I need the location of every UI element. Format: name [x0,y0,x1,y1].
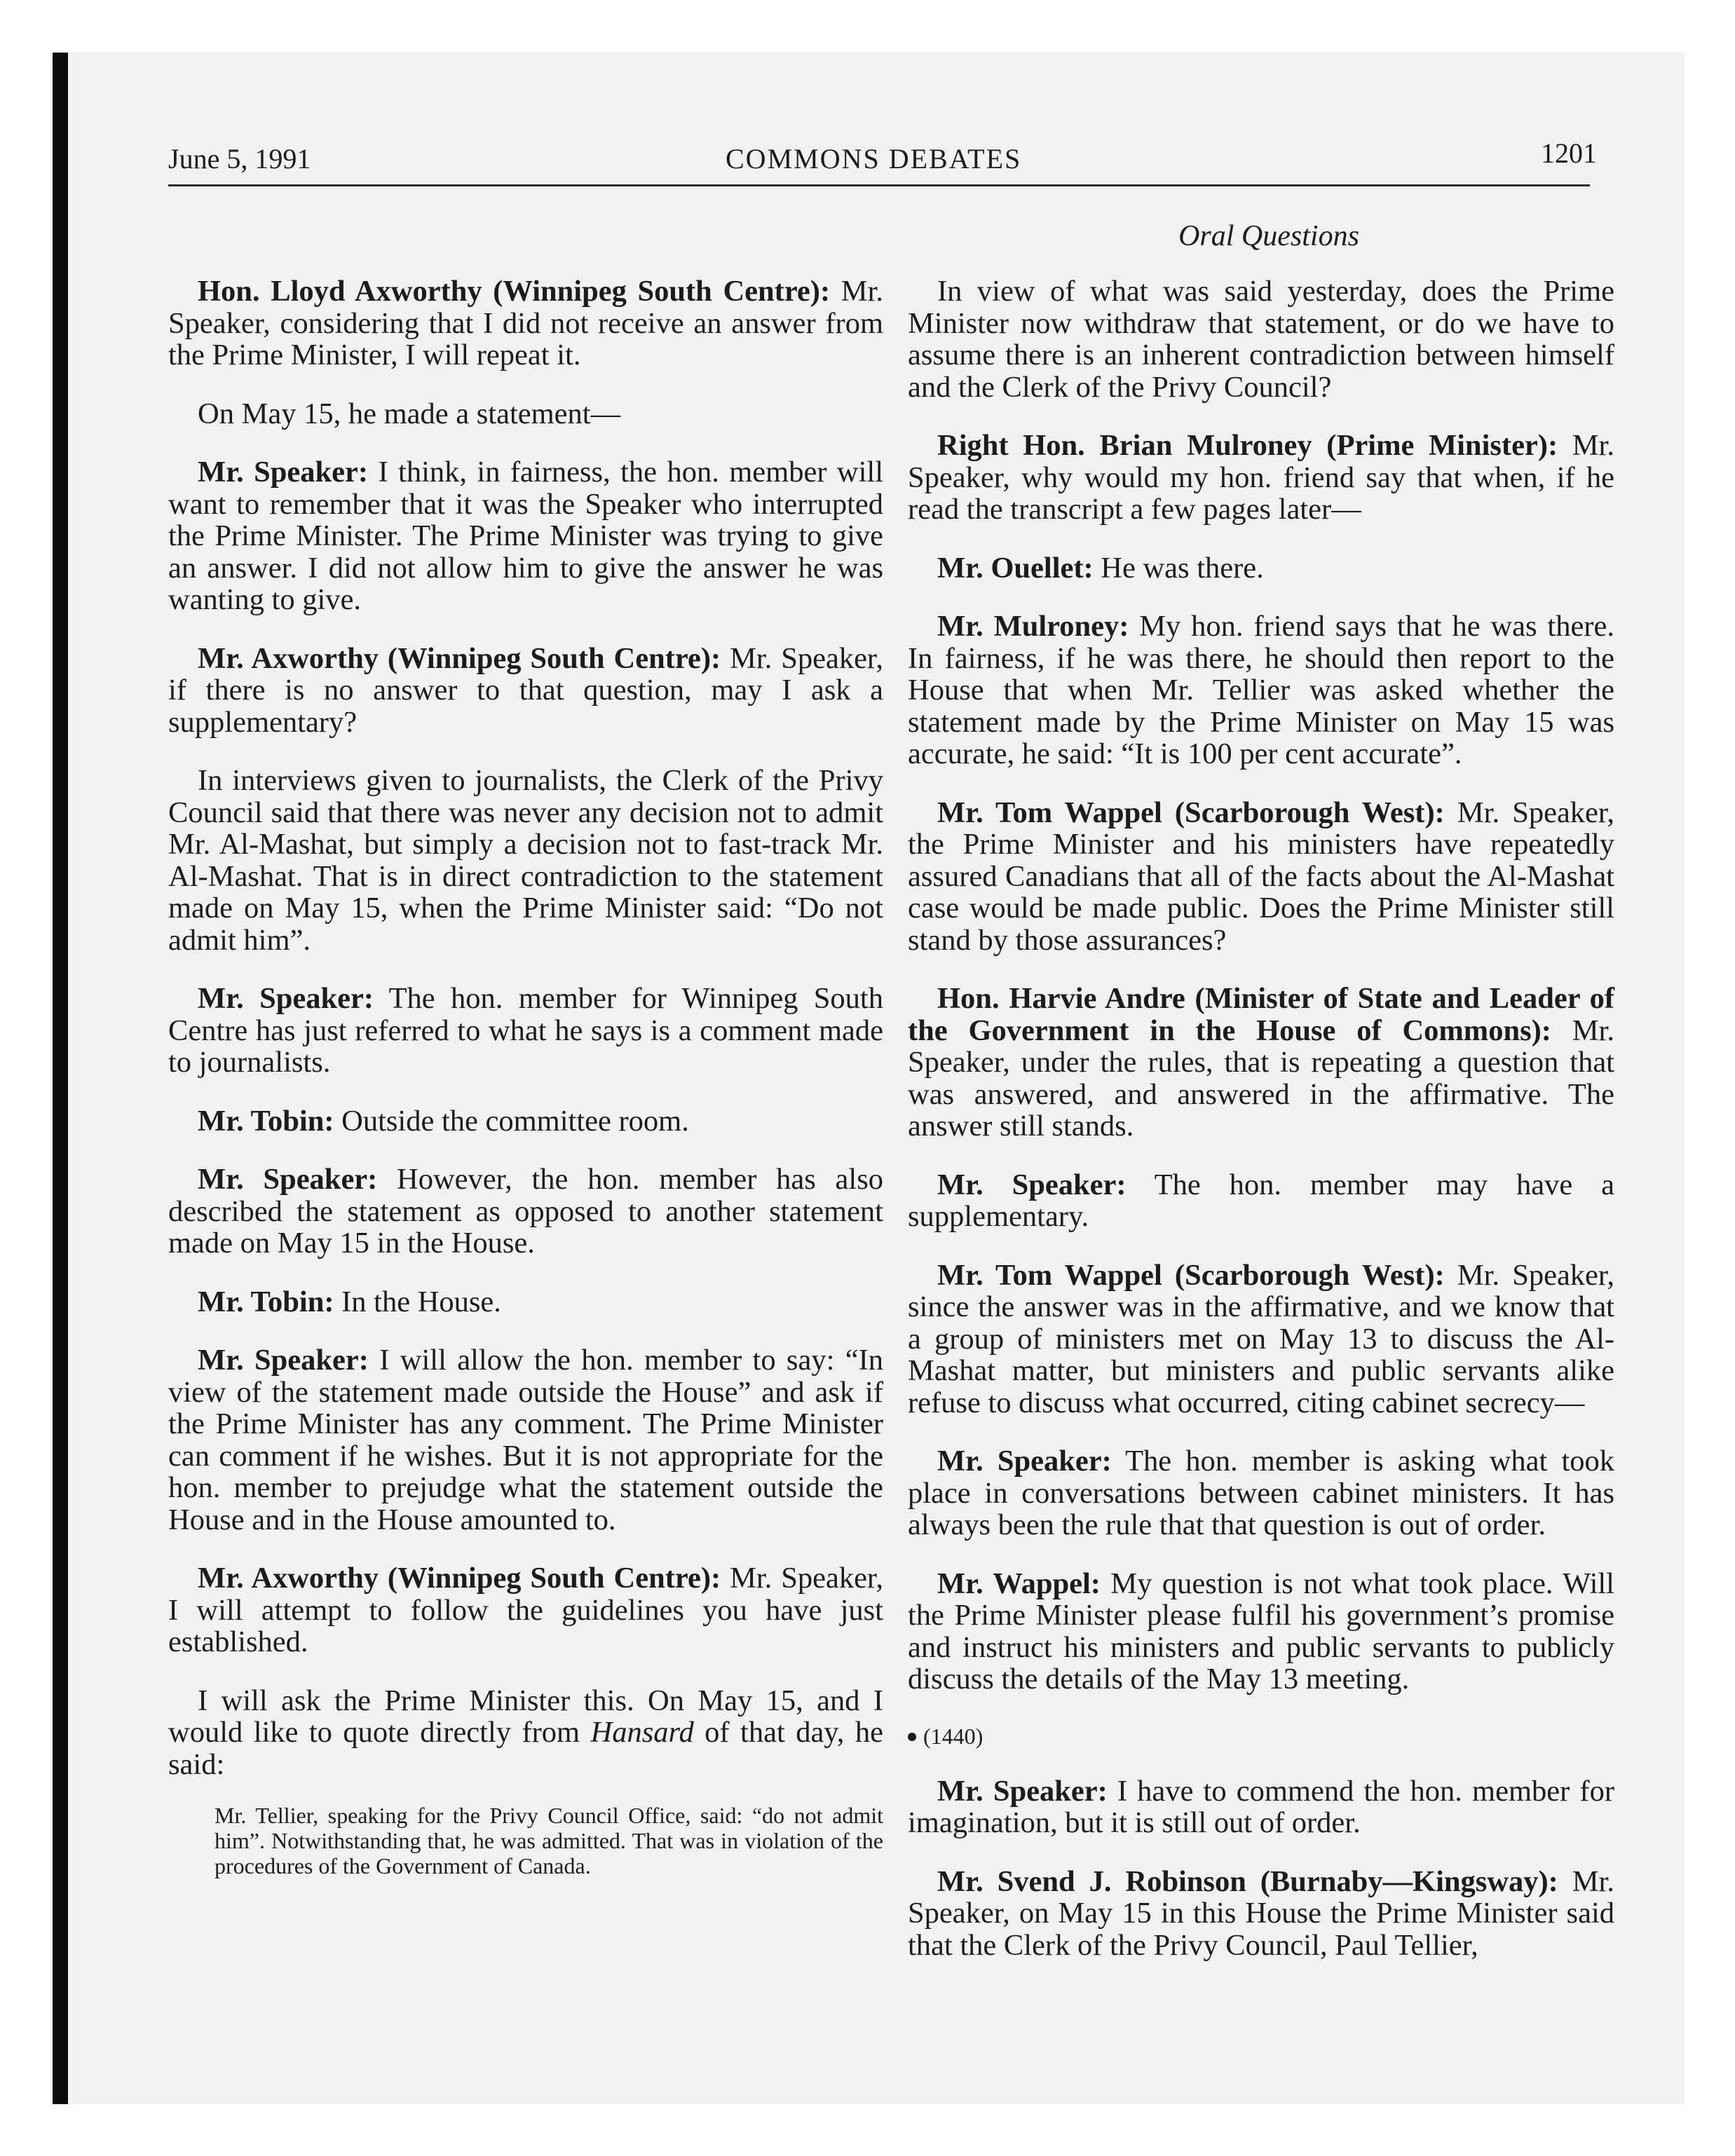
speech-text: I will allow the hon. member to say: “In view of the statement made outside the House” and ask if the Prime Minister has any comment. The Prime Minister can comment if he wishes. But it is not appropriate for the hon. member to prejudge what the statement outside the House and in the House amounted to. [168,1344,883,1536]
speech-text: He was there. [1093,551,1264,585]
hansard-title: Hansard [590,1716,694,1749]
speech-text: Mr. Speaker, since the answer was in the affirmative, and we know that a group of ministers met on May 13 to discuss the Al-Mashat matter, but ministers and public servants alike refuse to discuss what occurred, citing cabinet secrecy— [908,1258,1614,1419]
paragraph [908,1775,1614,1839]
speech-text: However, the hon. member has also described the statement as opposed to another statement made on May 15 in the House. [168,1163,883,1260]
bullet-icon [908,1733,916,1741]
speaker-name: Mr. Axworthy (Winnipeg South Centre): [198,641,721,675]
paragraph [908,1169,1614,1233]
header-date: June 5, 1991 [168,143,311,175]
speech-text: In view of what was said yesterday, does the Prime Minister now withdraw that statement, or do we have to assume there is an inherent contradiction between himself and the Clerk of the Privy Council? [908,275,1614,404]
paragraph [168,983,883,1079]
speech-text: Mr. Speaker, the Prime Minister and his ministers have repeatedly assured Canadians that all of the facts about the Al-Mashat case would be made public. Does the Prime Minister still stand by those assurances? [908,796,1614,957]
paragraph [168,1286,883,1318]
paragraph [908,552,1614,585]
speaker-name: Mr. Speaker: [198,1344,369,1377]
speaker-name: Mr. Speaker: [198,1163,378,1196]
speech-text: Mr. Speaker, I will attempt to follow the guidelines you have just established. [168,1562,884,1658]
speaker-name: Right Hon. Brian Mulroney (Prime Minister): [937,429,1558,462]
speaker-name: Mr. Svend J. Robinson (Burnaby—Kingsway): [937,1864,1558,1898]
speech-text: In interviews given to journalists, the Clerk of the Privy Council said that there was never any decision not to admit Mr. Al-Mashat, but simply a decision not to fast-track Mr. Al-Mashat. That is in direct contradiction to the statement made on May 15, when the Prime Minister said: “Do not admit him”. [168,764,883,957]
speaker-name: Mr. Wappel: [937,1567,1101,1600]
header-rule [168,184,1590,186]
speech-text: The hon. member for Winnipeg South Centre has just referred to what he says is a comment made to journalists. [168,982,883,1079]
paragraph [908,1260,1614,1419]
paragraph [908,430,1614,526]
speaker-name: Mr. Mulroney: [937,610,1129,643]
paragraph [168,1164,883,1260]
paragraph [908,275,1614,403]
speech-text: I think, in fairness, the hon. member will want to remember that it was the Speaker who interrupted the Prime Minister. The Prime Minister was trying to give an answer. I did not allow him to give the answer he was wanting to give. [168,456,884,616]
speaker-name: Mr. Speaker: [937,1445,1112,1478]
speaker-name: Mr. Speaker: [198,982,374,1015]
paragraph [908,983,1614,1142]
speech-text: Mr. Speaker, if there is no answer to that question, may I ask a supplementary? [168,641,884,739]
speaker-name: Mr. Tom Wappel (Scarborough West): [937,1258,1445,1292]
speech-text: My hon. friend says that he was there. In fairness, if he was there, he should then report to the House that when Mr. Tellier was asked whether the statement made by the Prime Minister on May 15 was accurate, he said: “It is 100 per cent accurate”. [908,610,1614,770]
speaker-name: Mr. Ouellet: [937,551,1094,585]
speech-text: I will ask the Prime Minister this. On May 15, and I would like to quote directly from [168,1684,883,1749]
paragraph [908,797,1614,957]
speaker-name: Mr. Speaker: [198,456,369,489]
speech-text: Outside the committee room. [334,1104,689,1138]
speech-text: Mr. Speaker, on May 15 in this House the Prime Minister said that the Clerk of the Privy Council, Paul Tellier, [908,1864,1614,1962]
speaker-name: Hon. Lloyd Axworthy (Winnipeg South Centre): [198,275,831,308]
paragraph [168,398,883,430]
paragraph [168,1105,883,1138]
right-column [908,275,1614,1988]
speech-text: I have to commend the hon. member for imagination, but it is still out of order. [908,1774,1614,1839]
paragraph [908,610,1614,770]
speaker-name: Mr. Tobin: [198,1104,334,1138]
speaker-name: Mr. Speaker: [937,1774,1108,1808]
speech-text: The hon. member is asking what took place in conversations between cabinet ministers. It has always been the rule that that question is out of order. [908,1445,1615,1541]
left-column [168,275,883,1878]
header-title: COMMONS DEBATES [726,143,1022,175]
header-page-number: 1201 [1541,137,1597,169]
speaker-name: Hon. Harvie Andre (Minister of State and Leader of the Government in the House of Commons): [908,982,1614,1047]
speech-text: of that day, he said: [168,1716,883,1781]
speaker-name: Mr. Tobin: [198,1285,334,1318]
paragraph [908,1445,1614,1541]
speech-text: The hon. member may have a supplementary. [908,1168,1614,1233]
time-marker [908,1722,1614,1750]
paragraph [168,1344,883,1536]
speech-text: In the House. [334,1285,501,1318]
paragraph [168,643,883,739]
section-heading: Oral Questions [1178,220,1359,252]
paragraph [168,456,883,616]
time-marker-text: (1440) [923,1723,984,1749]
speech-text: Mr. Speaker, why would my hon. friend say that when, if he read the transcript a few pages later— [908,429,1614,526]
speech-text: My question is not what took place. Will the Prime Minister please fulfil his government’s promise and instruct his ministers and public servants to publicly discuss the details of the May 13 meeting. [908,1567,1614,1696]
paragraph [168,1685,883,1781]
scan-edge-shadow [53,53,68,2104]
speaker-name: Mr. Speaker: [937,1168,1127,1201]
speech-text: Mr. Speaker, under the rules, that is repeating a question that was answered, and answered in the affirmative. The answer still stands. [908,1014,1614,1142]
paragraph [168,1562,883,1658]
block-quote: Mr. Tellier, speaking for the Privy Council Office, said: “do not admit him”. Notwithstanding that, he was admitted. That was in violation of the procedures of the Government of Canada. [215,1803,883,1878]
paragraph [908,1568,1614,1696]
paragraph [908,1866,1614,1962]
speech-text: Mr. Speaker, considering that I did not receive an answer from the Prime Minister, I will repeat it. [168,275,884,371]
paragraph [168,275,883,371]
speaker-name: Mr. Axworthy (Winnipeg South Centre): [198,1562,721,1595]
speech-text: On May 15, he made a statement— [198,397,621,430]
speaker-name: Mr. Tom Wappel (Scarborough West): [937,796,1445,829]
paragraph [168,765,883,956]
